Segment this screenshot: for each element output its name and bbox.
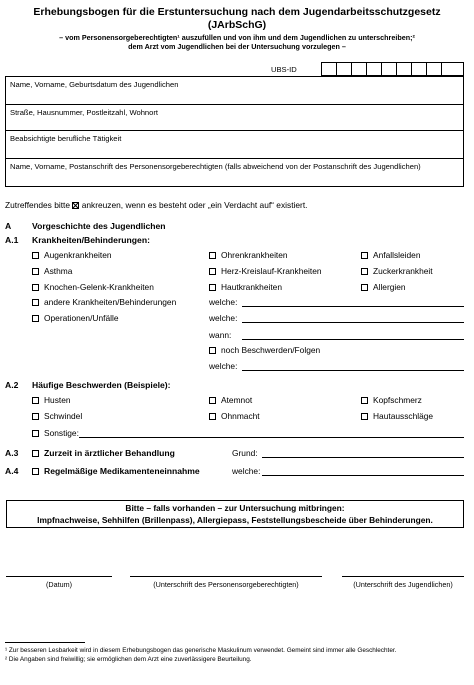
checkbox-allergien[interactable] — [361, 284, 368, 291]
label-andere-krankheiten: andere Krankheiten/Behinderungen — [44, 297, 177, 307]
ubs-id-cell[interactable] — [366, 63, 381, 75]
section-a-title: Vorgeschichte des Jugendlichen — [32, 221, 166, 231]
label-operationen-unfaelle: Operationen/Unfälle — [44, 313, 119, 323]
checkbox-asthma[interactable] — [32, 268, 39, 275]
instruction-before: Zutreffendes bitte — [5, 200, 71, 210]
footnote-2: ² Die Angaben sind freiwillig; sie ermöglichen dem Arzt eine zuverlässigere Beurteilung. — [5, 656, 252, 663]
label-asthma: Asthma — [44, 266, 73, 276]
checkbox-medikamente[interactable] — [32, 468, 39, 475]
section-a1-number: A.1 — [5, 235, 19, 245]
checkbox-ohnmacht[interactable] — [209, 413, 216, 420]
checkbox-husten[interactable] — [32, 397, 39, 404]
bring-along-heading: Bitte – falls vorhanden – zur Untersuchung mitbringen: — [125, 503, 345, 513]
label-anfallsleiden: Anfallsleiden — [373, 250, 421, 260]
section-a3-number: A.3 — [5, 448, 19, 458]
ubs-id-cell[interactable] — [396, 63, 411, 75]
youth-signature-line[interactable] — [342, 576, 464, 577]
label-noch-beschwerden: noch Beschwerden/Folgen — [221, 345, 321, 355]
label-hautkrankheiten: Hautkrankheiten — [221, 282, 282, 292]
youth-signature-label: (Unterschrift des Jugendlichen) — [353, 580, 453, 589]
bring-along-items: Impfnachweise, Sehhilfen (Brillenpass), Allergiepass, Feststellungsbescheide über Behinderungen. — [37, 515, 433, 525]
checkbox-sonstige[interactable] — [32, 430, 39, 437]
footnote-1: ¹ Zur besseren Lesbarkeit wird in diesem Erhebungsbogen das generische Maskulinum verwendet. Gemeint sind immer alle Geschlechter. — [5, 647, 397, 654]
checkbox-zuckerkrankheit[interactable] — [361, 268, 368, 275]
row-divider — [5, 130, 464, 131]
form-subtitle-line2: dem Arzt vom Jugendlichen bei der Untersuchung vorzulegen – — [128, 42, 346, 51]
checkbox-noch-beschwerden[interactable] — [209, 347, 216, 354]
ubs-id-label: UBS-ID — [271, 65, 297, 74]
row-divider — [5, 158, 464, 159]
row-divider — [5, 104, 464, 105]
form-title-line1: Erhebungsbogen für die Erstuntersuchung nach dem Jugendarbeitsschutzgesetz — [33, 6, 441, 18]
ubs-id-cell[interactable] — [336, 63, 351, 75]
label-wann: wann: — [209, 330, 232, 340]
label-medikamente: Regelmäßige Medikamenteneinnahme — [44, 466, 200, 476]
field-name-birthdate[interactable]: Name, Vorname, Geburtsdatum des Jugendlichen — [10, 80, 179, 89]
checkbox-ohrenkrankheiten[interactable] — [209, 252, 216, 259]
instruction-text — [5, 200, 307, 210]
ubs-id-cell[interactable] — [381, 63, 396, 75]
label-atemnot: Atemnot — [221, 395, 253, 405]
field-guardian[interactable]: Name, Vorname, Postanschrift des Personensorgeberechtigten (falls abweichend von der Postanschrift des Jugendlichen) — [10, 162, 421, 171]
wann-input-line[interactable] — [242, 339, 464, 340]
label-augenkrankheiten: Augenkrankheiten — [44, 250, 112, 260]
label-aerztliche-behandlung: Zurzeit in ärztlicher Behandlung — [44, 448, 175, 458]
guardian-signature-label: (Unterschrift des Personensorgeberechtigten) — [153, 580, 299, 589]
form-title-line2: (JArbSchG) — [207, 19, 267, 31]
checkbox-hautausschlaege[interactable] — [361, 413, 368, 420]
date-signature-line[interactable] — [6, 576, 112, 577]
label-ohnmacht: Ohnmacht — [221, 411, 260, 421]
checkbox-hautkrankheiten[interactable] — [209, 284, 216, 291]
checkbox-schwindel[interactable] — [32, 413, 39, 420]
welche-input-line[interactable] — [242, 370, 464, 371]
checkbox-atemnot[interactable] — [209, 397, 216, 404]
welche-input-line[interactable] — [242, 322, 464, 323]
checkbox-kopfschmerz[interactable] — [361, 397, 368, 404]
label-knochen-gelenk: Knochen-Gelenk-Krankheiten — [44, 282, 154, 292]
field-occupation[interactable]: Beabsichtigte berufliche Tätigkeit — [10, 134, 122, 143]
footnote-divider — [5, 642, 85, 643]
label-welche: welche: — [232, 466, 261, 476]
crossed-checkbox-icon — [72, 202, 79, 209]
section-a1-title: Krankheiten/Behinderungen: — [32, 235, 150, 245]
sonstige-input-line[interactable] — [79, 437, 464, 438]
section-a4-number: A.4 — [5, 466, 19, 476]
checkbox-knochen-gelenk[interactable] — [32, 284, 39, 291]
label-welche: welche: — [209, 361, 238, 371]
grund-input-line[interactable] — [262, 457, 464, 458]
label-zuckerkrankheit: Zuckerkrankheit — [373, 266, 433, 276]
checkbox-operationen-unfaelle[interactable] — [32, 315, 39, 322]
checkbox-andere-krankheiten[interactable] — [32, 299, 39, 306]
checkbox-augenkrankheiten[interactable] — [32, 252, 39, 259]
section-a-number: A — [5, 221, 12, 231]
ubs-id-cell[interactable] — [351, 63, 366, 75]
label-welche: welche: — [209, 297, 238, 307]
checkbox-anfallsleiden[interactable] — [361, 252, 368, 259]
label-schwindel: Schwindel — [44, 411, 83, 421]
label-herz-kreislauf: Herz-Kreislauf-Krankheiten — [221, 266, 322, 276]
instruction-after: ankreuzen, wenn es besteht oder „ein Verdacht auf“ existiert. — [81, 200, 308, 210]
ubs-id-cell[interactable] — [441, 63, 456, 75]
label-ohrenkrankheiten: Ohrenkrankheiten — [221, 250, 288, 260]
medikamente-input-line[interactable] — [262, 475, 464, 476]
label-grund: Grund: — [232, 448, 258, 458]
ubs-id-cell[interactable] — [426, 63, 441, 75]
checkbox-aerztliche-behandlung[interactable] — [32, 450, 39, 457]
label-hautausschlaege: Hautausschläge — [373, 411, 434, 421]
section-a2-title: Häufige Beschwerden (Beispiele): — [32, 380, 171, 390]
section-a2-number: A.2 — [5, 380, 19, 390]
label-allergien: Allergien — [373, 282, 406, 292]
label-kopfschmerz: Kopfschmerz — [373, 395, 422, 405]
label-sonstige: Sonstige: — [44, 428, 79, 438]
guardian-signature-line[interactable] — [130, 576, 322, 577]
field-address[interactable]: Straße, Hausnummer, Postleitzahl, Wohnort — [10, 108, 158, 117]
checkbox-herz-kreislauf[interactable] — [209, 268, 216, 275]
label-welche: welche: — [209, 313, 238, 323]
date-label: (Datum) — [46, 580, 72, 589]
form-subtitle-line1: – vom Personensorgeberechtigten¹ auszufüllen und von ihm und dem Jugendlichen zu unterschreiben;² — [59, 33, 415, 42]
ubs-id-cell[interactable] — [411, 63, 426, 75]
label-husten: Husten — [44, 395, 71, 405]
welche-input-line[interactable] — [242, 306, 464, 307]
